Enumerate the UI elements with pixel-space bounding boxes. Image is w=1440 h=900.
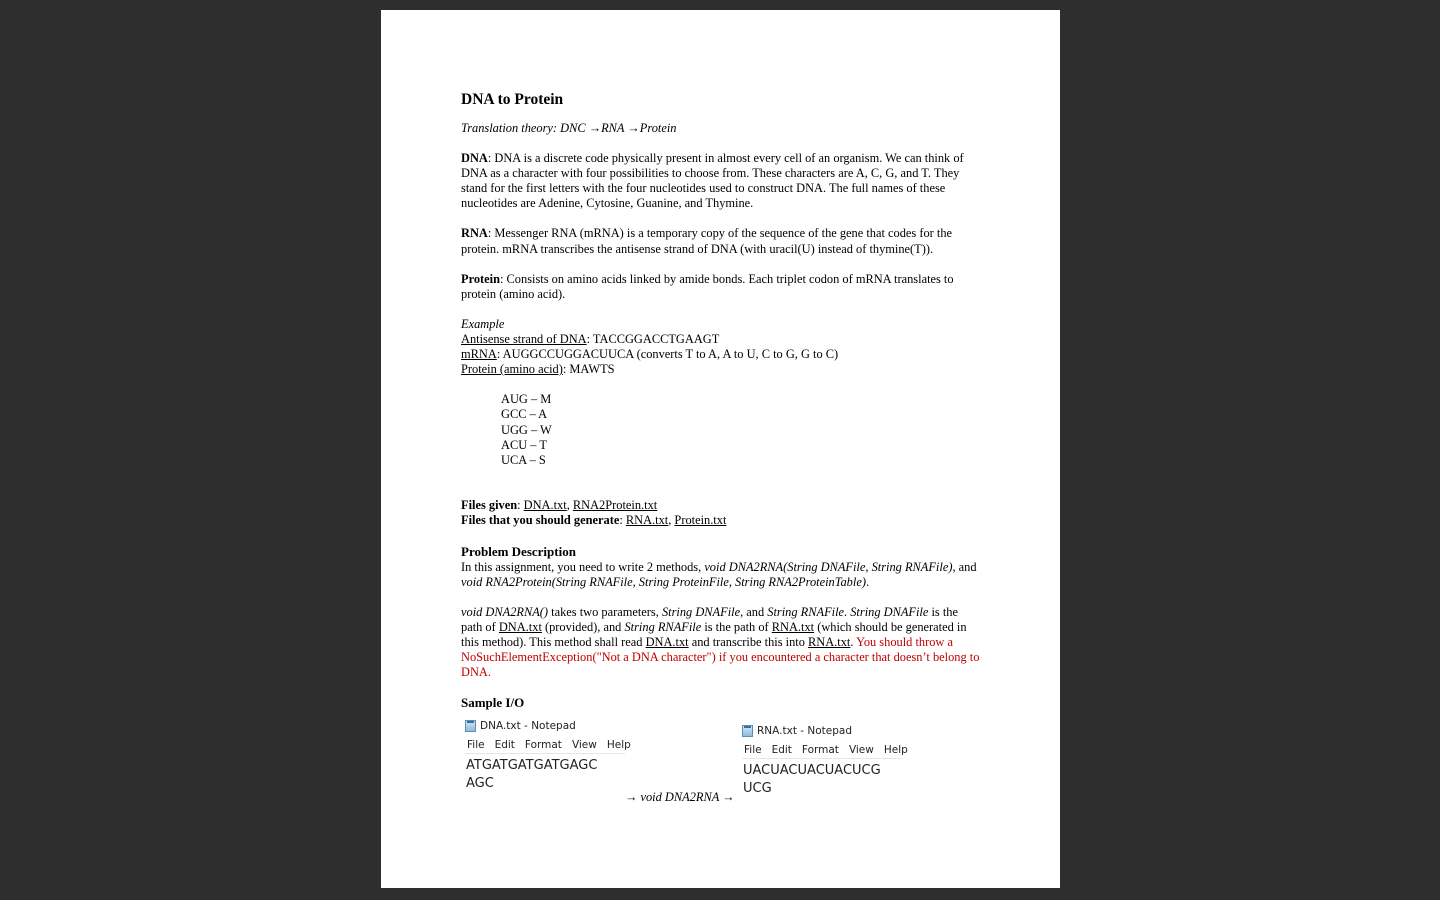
protein-paragraph [461,272,981,302]
menu-edit[interactable]: Edit [494,739,515,751]
notepad-dna [465,718,631,793]
text: . [844,604,851,619]
exception-warning: You should throw a NoSuchElementException("Not a DNA character") if you encountered a character that doesn’t belong to DNA. [461,634,980,680]
menu-file[interactable]: File [467,739,485,751]
notepad-title: DNA.txt - Notepad [480,720,576,732]
dna2rna-paragraph [461,605,981,680]
document-content [461,91,981,710]
dna-paragraph [461,151,981,211]
codon-row: AUG – M [501,392,552,407]
notepad-icon [465,720,476,732]
file-link-rna2protein[interactable]: RNA2Protein.txt [572,498,658,513]
notepad-text[interactable] [742,762,902,798]
rna-label: RNA [461,226,488,241]
file-ref: DNA.txt [498,619,542,634]
text: takes two parameters, [548,604,662,619]
file-link-rna[interactable]: RNA.txt [625,513,669,528]
problem-paragraph [461,560,981,590]
text: (provided), and [541,619,625,634]
text: is the path of [701,619,772,634]
text-line: UACUACUACUACUCG [743,763,881,778]
param: String RNAFile [624,619,702,634]
param: String DNAFile [661,604,741,619]
problem-heading: Problem Description [461,544,576,560]
text: , and [740,604,768,619]
menu-view[interactable]: View [848,744,874,756]
notepad-menu-bar [465,739,631,754]
antisense-value: : TACCGGACCTGAAGT [586,331,720,346]
notepad-text[interactable] [465,757,625,793]
menu-file[interactable]: File [744,744,762,756]
method-name: void DNA2RNA() [461,604,549,619]
text: is the path of [461,604,958,634]
files-generate-label: Files that you should generate [461,513,620,528]
problem-text: In this assignment, you need to write 2 methods, [461,559,705,574]
protein-aa-value: : MAWTS [562,362,615,377]
page-title: DNA to Protein [461,91,564,108]
param: String RNAFile [767,604,845,619]
notepad-title-bar [742,723,902,739]
files-given-label: Files given [461,498,518,513]
problem-text: , and [952,559,977,574]
codon-row: ACU – T [501,437,547,452]
problem-text: . [865,574,870,589]
files-given-sep: : [517,498,524,513]
text: . [850,634,857,649]
param: String DNAFile [850,604,929,619]
text: and transcribe this into [688,634,809,649]
text-line: AGC [466,776,494,791]
notepad-menu-bar [742,744,908,759]
menu-view[interactable]: View [571,739,597,751]
protein-label: Protein [461,271,500,286]
menu-format[interactable]: Format [801,744,839,756]
method-dna2rna: void DNA2RNA(String DNAFile, String RNAFile) [704,559,953,574]
codon-table [501,392,981,468]
protein-aa-label: Protein (amino acid) [461,362,563,377]
method-rna2protein: void RNA2Protein(String RNAFile, String ProteinFile, String RNA2ProteinTable) [461,574,866,589]
method-arrow-label: → void DNA2RNA → [625,790,735,804]
text-line: UCG [743,781,772,796]
example-label: Example [461,316,505,331]
example-block [461,317,981,377]
menu-format[interactable]: Format [524,739,562,751]
document-page [381,10,1060,888]
text-line: ATGATGATGATGAGC [466,758,598,773]
menu-help[interactable]: Help [883,744,908,756]
dna-text: : DNA is a discrete code physically present in almost every cell of an organism. We can think of DNA as a character with four possibilities to choose from. These characters are A, C, G, and T. They stand for the first letters with the four nucleotides used to construct DNA. The full names of these nucleotides are Adenine, Cytosine, Guanine, and Thymine. [461,151,964,211]
rna-text: : Messenger RNA (mRNA) is a temporary copy of the sequence of the gene that codes for the protein. mRNA transcribes the antisense strand of DNA (with uracil(U) instead of thymine(T)). [461,226,953,256]
menu-edit[interactable]: Edit [771,744,792,756]
file-ref: RNA.txt [771,619,815,634]
menu-help[interactable]: Help [606,739,631,751]
translation-theory: Translation theory: DNC →RNA →Protein [461,121,677,135]
file-ref: DNA.txt [645,634,689,649]
mrna-value: : AUGGCCUGGACUUCA (converts T to A, A to U, C to G, G to C) [496,347,839,362]
mrna-label: mRNA [461,347,497,362]
codon-row: GCC – A [501,407,548,422]
notepad-rna [742,723,908,798]
antisense-label: Antisense strand of DNA [461,331,587,346]
file-ref: RNA.txt [808,634,851,649]
files-block: Files given: DNA.txt, RNA2Protein.txt Files that you should generate: RNA.txt, Protein.txt [461,498,727,528]
sample-io-heading: Sample I/O [461,695,525,711]
file-link-protein[interactable]: Protein.txt [674,513,727,528]
notepad-title: RNA.txt - Notepad [757,725,853,737]
file-link-dna[interactable]: DNA.txt [523,498,567,513]
codon-row: UCA – S [501,453,546,468]
text: (which should be generated in this method). This method shall read [461,619,967,649]
rna-paragraph [461,226,981,256]
notepad-icon [742,725,753,737]
protein-text: : Consists on amino acids linked by amide bonds. Each triplet codon of mRNA translates to protein (amino acid). [461,271,954,301]
codon-row: UGG – W [501,422,552,437]
notepad-title-bar [465,718,625,734]
dna-label: DNA [461,151,488,166]
